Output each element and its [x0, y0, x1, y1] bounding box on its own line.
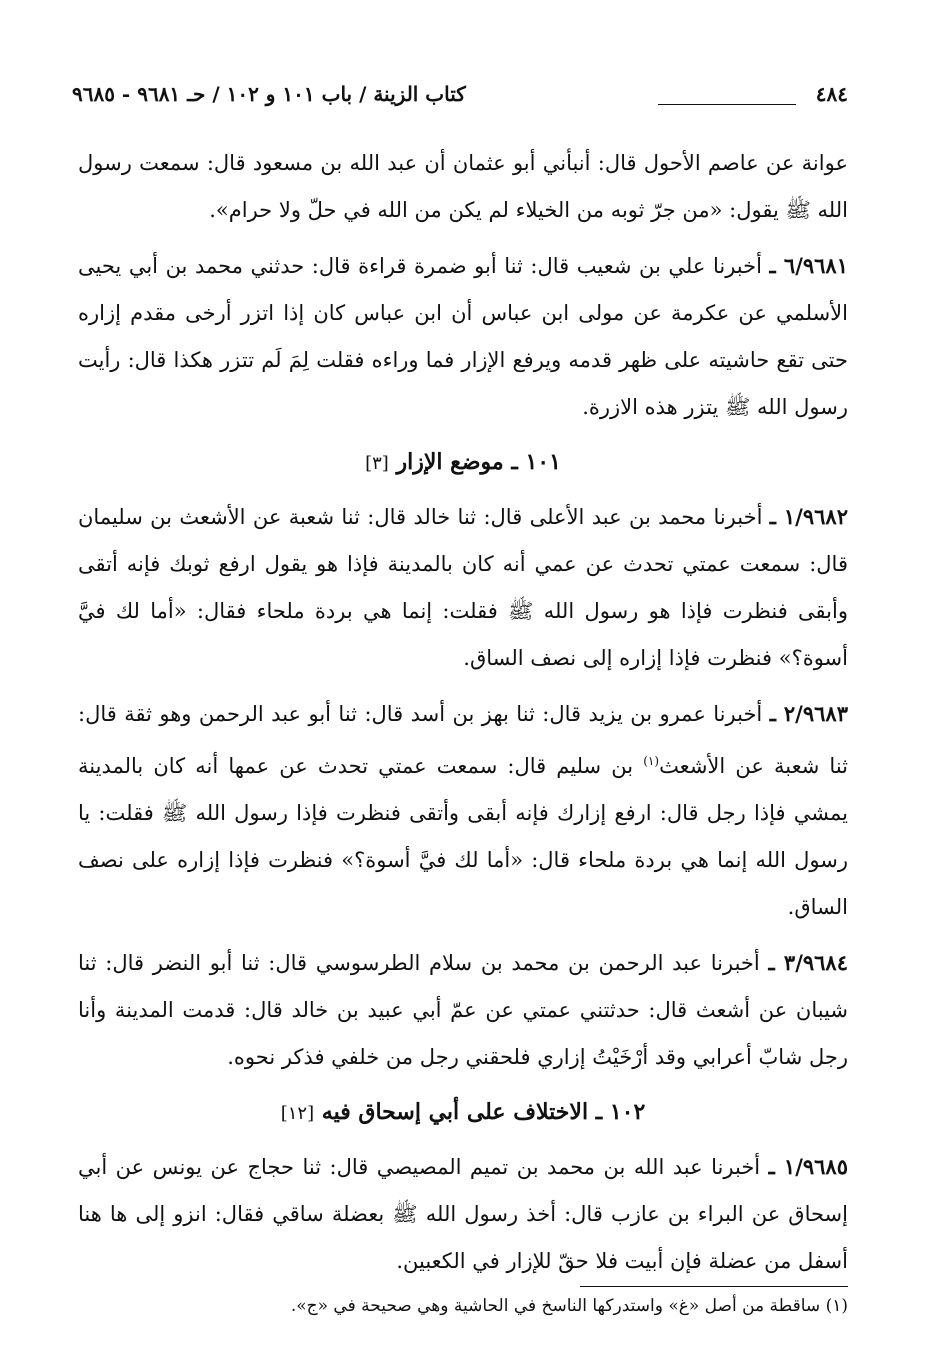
page-number: ٤٨٤	[815, 82, 848, 106]
hadith-paragraph	[78, 140, 848, 234]
footnote-rule	[580, 1286, 848, 1287]
header-rule	[658, 104, 796, 105]
hadith-text-continued: بن سليم قال: سمعت عمتي تحدث عن عمها أنه كان بالمدينة يمشي فإذا رجل قال: ارفع إزارك فإنه أبقى وأتقى فنظرت فإذا رسول الله ﷺ فقلت: يا رسول الله إنما هي بردة ملحاء قال: «أما لك فيَّ أسوة؟» فنظرت فإذا إزاره على نصف الساق.	[78, 754, 848, 919]
hadith-number: ١/٩٦٨٢ ـ	[769, 504, 848, 529]
hadith-paragraph	[78, 690, 848, 931]
chapter-title: ١٠٢ ـ الاختلاف على أبي إسحاق فيه	[321, 1099, 646, 1125]
hadith-paragraph	[78, 493, 848, 682]
chapter-title: ١٠١ ـ موضع الإزار	[396, 449, 561, 475]
hadith-text: أخبرنا علي بن شعيب قال: ثنا أبو ضمرة قراءة قال: حدثني محمد بن أبي يحيى الأسلمي عن عكرمة عن مولى ابن عباس أن ابن عباس كان إذا اتزر أرخى مقدم إزاره حتى تقع حاشيته على ظهر قدمه ويرفع الإزار فما وراءه فقلت لِمَ لَم تتزر هكذا قال: رأيت رسول الله ﷺ يتزر هذه الازرة.	[78, 254, 848, 419]
chapter-count: [٣]	[365, 453, 389, 474]
hadith-text: أخبرنا عبد الرحمن بن محمد بن سلام الطرسوسي قال: ثنا أبو النضر قال: ثنا شيبان عن أشعث قال: حدثتني عمتي عن عمّ أبي عبيد بن خالد قال: قدمت المدينة وأنا رجل شابّ أعرابي وقد أرْخَيْتُ إزاري فلحقني رجل من خلفي فذكر نحوه.	[78, 951, 848, 1069]
hadith-number: ٢/٩٦٨٣ ـ	[769, 701, 848, 726]
footnote-marker: (١)	[643, 754, 660, 768]
page-body	[78, 140, 848, 1293]
hadith-number: ٣/٩٦٨٤ ـ	[768, 950, 848, 975]
hadith-paragraph	[78, 1143, 848, 1285]
hadith-number: ٦/٩٦٨١ ـ	[769, 253, 848, 278]
chapter-count: [١٢]	[280, 1103, 315, 1124]
chapter-heading	[78, 439, 848, 487]
footnote: (١) ساقطة من أصل «غ» واستدركها الناسخ في الحاشية وهي صحيحة في «ج».	[290, 1296, 848, 1316]
chapter-heading	[78, 1089, 848, 1137]
running-title: كتاب الزينة / باب ١٠١ و ١٠٢ / حـ ٩٦٨١ - ٩٦٨٥	[72, 82, 466, 106]
running-header	[72, 82, 848, 116]
hadith-text: أخبرنا عبد الله بن محمد بن تميم المصيصي قال: ثنا حجاج عن يونس عن أبي إسحاق عن البراء بن عازب قال: أخذ رسول الله ﷺ بعضلة ساقي فقال: انزو إلى ها هنا أسفل من عضلة فإن أبيت فلا حقّ للإزار في الكعبين.	[78, 1155, 848, 1273]
hadith-number: ١/٩٦٨٥ ـ	[768, 1154, 848, 1179]
hadith-paragraph	[78, 939, 848, 1081]
hadith-text: أخبرنا عمرو بن يزيد قال: ثنا بهز بن أسد قال: ثنا أبو عبد الرحمن وهو ثقة قال: ثنا شعبة عن الأشعث	[78, 702, 848, 778]
hadith-paragraph	[78, 242, 848, 431]
hadith-text: أخبرنا محمد بن عبد الأعلى قال: ثنا خالد قال: ثنا شعبة عن الأشعث بن سليمان قال: سمعت عمتي تحدث عن عمي أنه كان بالمدينة فإذا هو يقول ارفع ثوبك فإنه أتقى وأبقى فنظرت فإذا هو رسول الله ﷺ فقلت: إنما هي بردة ملحاء فقال: «أما لك فيَّ أسوة؟» فنظرت فإذا إزاره إلى نصف الساق.	[78, 505, 848, 670]
hadith-text: عوانة عن عاصم الأحول قال: أنبأني أبو عثمان أن عبد الله بن مسعود قال: سمعت رسول الله ﷺ يقول: «من جرّ ثوبه من الخيلاء لم يكن من الله في حلّ ولا حرام».	[78, 151, 848, 222]
